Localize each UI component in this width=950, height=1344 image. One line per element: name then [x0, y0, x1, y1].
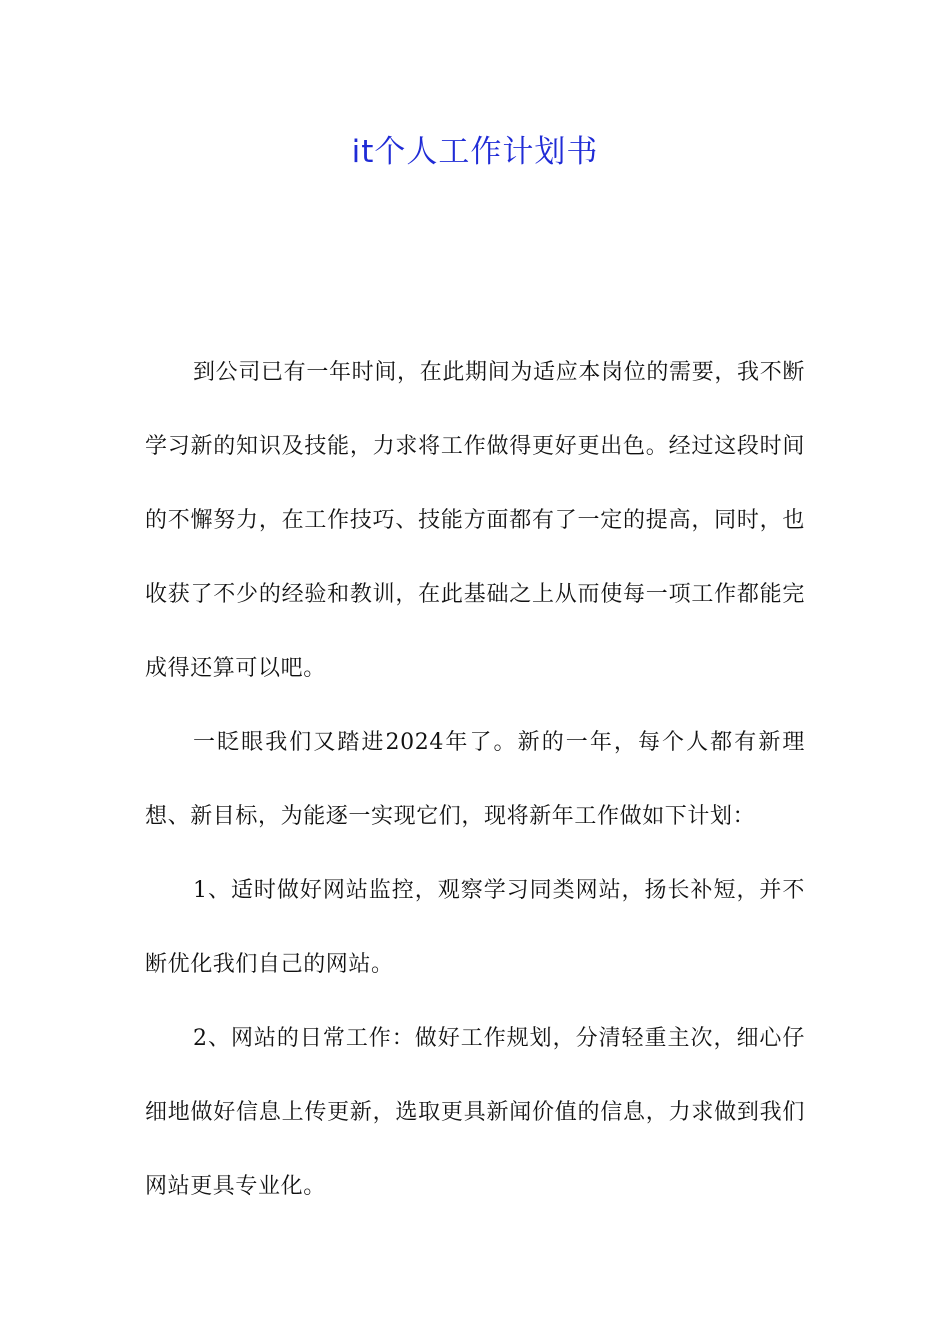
document-title: it个人工作计划书 [351, 134, 599, 170]
paragraph-intro: 到公司已有一年时间，在此期间为适应本岗位的需要，我不断学习新的知识及技能，力求将工作做得更好更出色。经过这段时间的不懈努力，在工作技巧、技能方面都有了一定的提高，同时，也收获了不少的经验和教训，在此基础之上从而使每一项工作都能完成得还算可以吧。 [145, 360, 805, 681]
paragraph-item-1: 1、适时做好网站监控，观察学习同类网站，扬长补短，并不断优化我们自己的网站。 [145, 878, 805, 977]
paragraph-new-year: 一眨眼我们又踏进2024年了。新的一年，每个人都有新理想、新目标，为能逐一实现它们，现将新年工作做如下计划： [145, 730, 805, 829]
paragraph-item-2: 2、网站的日常工作：做好工作规划，分清轻重主次，细心仔细地做好信息上传更新，选取更具新闻价值的信息，力求做到我们网站更具专业化。 [145, 1026, 805, 1199]
document-body [145, 336, 805, 1224]
